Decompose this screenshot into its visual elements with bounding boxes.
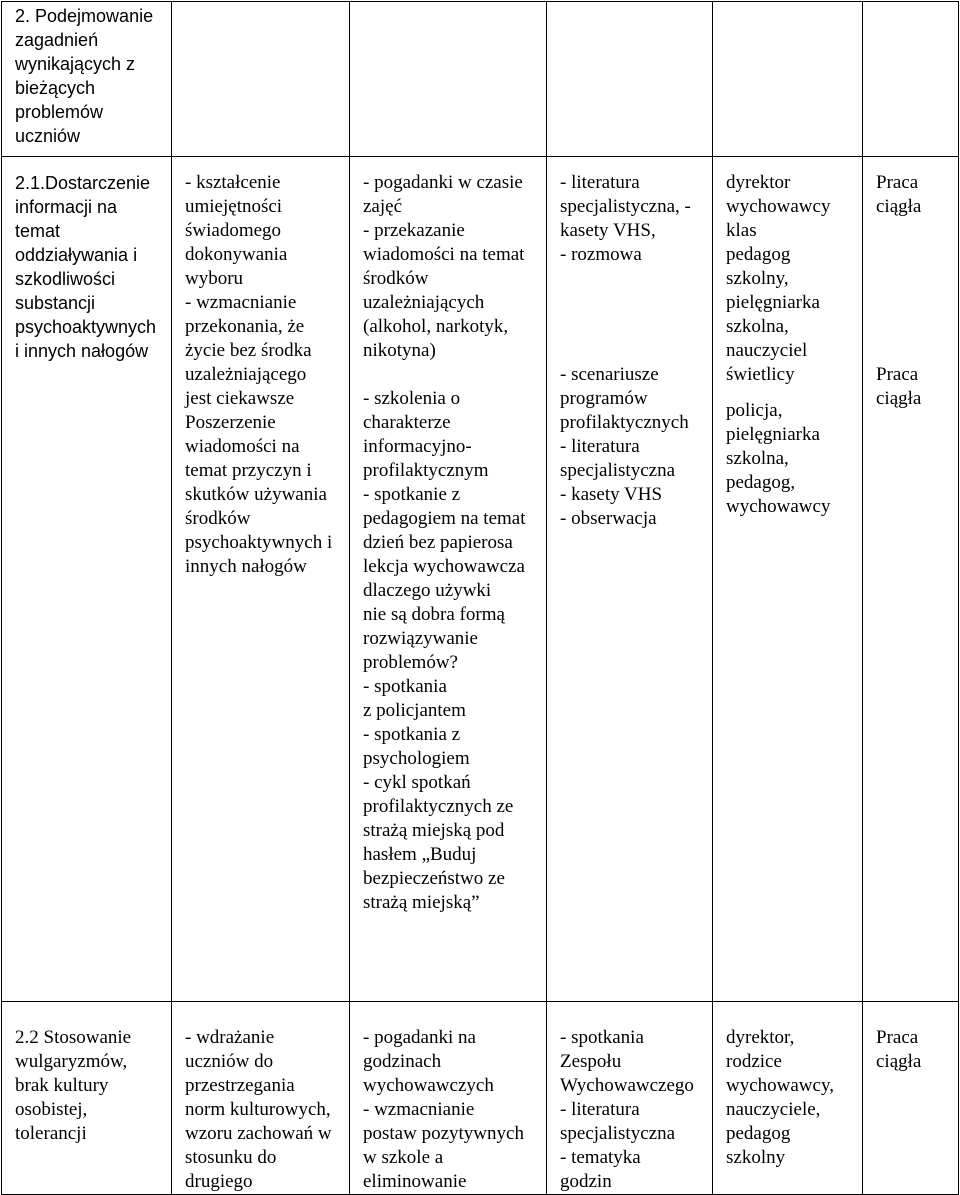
topic-text: 2.1.Dostarczenie informacji na temat oddziaływania i szkodliwości substancji psychoaktywnych i innych nałogów [15, 173, 157, 361]
responsible-text-1: dyrektor wychowawcy klas pedagog szkolny, pielęgniarka szkolna, nauczyciel świetlicy [726, 172, 831, 385]
forms-cell [350, 157, 547, 1002]
deadline-cell [863, 157, 959, 1002]
topic-cell [2, 157, 172, 1002]
resources-cell [547, 157, 713, 1002]
topic-cell [2, 1002, 172, 1195]
goals-text: - kształcenie umiejętności świadomego dokonywania wyboru - wzmacnianie przekonania, że życie bez środka uzależniającego jest ciekawsze Poszerzenie wiadomości na temat przyczyn i skutków używania środków psychoaktywnych i innych nałogów [185, 172, 333, 577]
responsible-text: dyrektor, rodzice wychowawcy, nauczyciele, pedagog szkolny [726, 1027, 834, 1168]
forms-text: - pogadanki na godzinach wychowawczych - wzmacnianie postaw pozytywnych w szkole a eliminowanie [363, 1027, 524, 1192]
deadline-cell [863, 1002, 959, 1195]
topic-text: 2.2 Stosowanie wulgaryzmów, brak kultury osobistej, tolerancji [15, 1027, 132, 1144]
responsible-cell [713, 1002, 863, 1195]
deadline-text-2: Praca ciągła [876, 364, 922, 409]
forms-text-1: - pogadanki w czasie zajęć - przekazanie wiadomości na temat środków uzależniających (alkohol, narkotyk, nikotyna) [363, 172, 525, 361]
responsible-cell [713, 157, 863, 1002]
table-row [2, 1002, 959, 1195]
section-heading: 2. Podejmowanie zagadnień wynikających z bieżących problemów uczniów [15, 6, 154, 146]
resources-cell [547, 1002, 713, 1195]
table-row [2, 157, 959, 1002]
plan-table [1, 1, 959, 1195]
forms-text-2: - szkolenia o charakterze informacyjno- profilaktycznym - spotkanie z pedagogiem na temat dzień bez papierosa lekcja wychowawcza dlaczego używki nie są dobra formą rozwiązywanie problemów? - spotkania z policjantem - spotkania z psychologiem - cykl spotkań profilaktycznych ze strażą miejską pod hasłem „Buduj bezpieczeństwo ze strażą miejską” [363, 388, 526, 913]
resources-text: - spotkania Zespołu Wychowawczego - literatura specjalistyczna - tematyka godzin [560, 1027, 694, 1192]
forms-cell [350, 1002, 547, 1195]
resources-text-2: - scenariusze programów profilaktycznych - literatura specjalistyczna - kasety VHS - obserwacja [560, 364, 689, 529]
goals-cell [172, 157, 350, 1002]
goals-text: - wdrażanie uczniów do przestrzegania norm kulturowych, wzoru zachowań w stosunku do drugiego [185, 1027, 332, 1192]
deadline-text: Praca ciągła [876, 1027, 922, 1072]
section-heading-cell [2, 2, 172, 157]
responsible-text-2: policja, pielęgniarka szkolna, pedagog, wychowawcy [726, 400, 831, 517]
resources-text-1: - literatura specjalistyczna, - kasety VHS, - rozmowa [560, 172, 691, 265]
goals-cell [172, 1002, 350, 1195]
deadline-text-1: Praca ciągła [876, 172, 922, 217]
table-row [2, 2, 959, 157]
